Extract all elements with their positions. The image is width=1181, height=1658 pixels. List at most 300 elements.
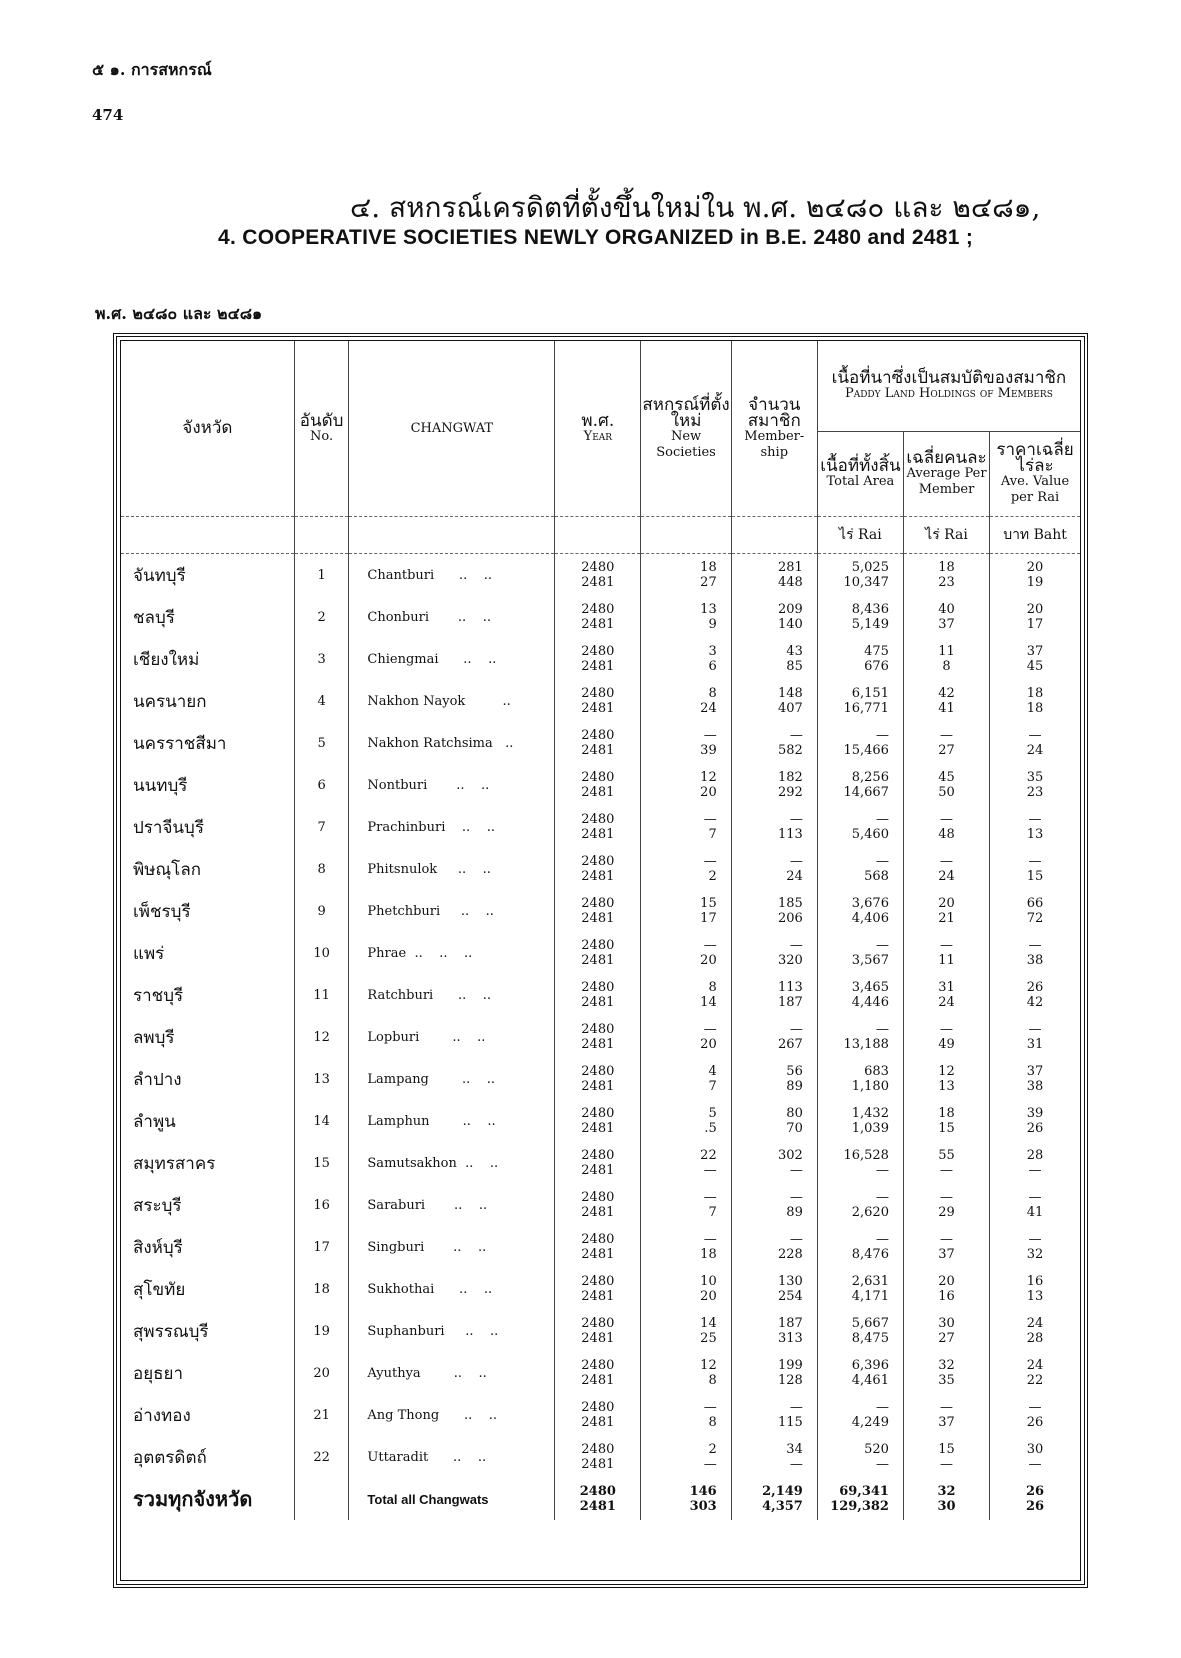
total-row (121, 1478, 1080, 1520)
membership-value: 407 (778, 701, 803, 716)
average-per-member-value: 27 (938, 743, 955, 758)
new-societies-value: 146 (689, 1484, 717, 1499)
row-number: 18 (294, 1268, 349, 1310)
changwat-thai: นครราชสีมา (133, 733, 227, 754)
year (555, 596, 641, 638)
value-per-rai-value: — (1028, 728, 1042, 743)
row-number: 10 (294, 932, 349, 974)
year-value: 2481 (581, 1037, 615, 1052)
new-societies (641, 1142, 731, 1184)
total-area-value: 1,180 (851, 1079, 889, 1094)
membership-value: — (789, 938, 803, 953)
value-per-rai-value: 13 (1026, 827, 1044, 842)
membership (731, 890, 817, 932)
changwat-thai: เพ็ชรบุรี (133, 901, 191, 922)
total-area (817, 596, 903, 638)
membership-value: — (789, 812, 803, 827)
average-per-member-value: — (940, 1022, 954, 1037)
value-per-rai-value: 32 (1026, 1247, 1044, 1262)
value-per-rai (990, 1226, 1080, 1268)
year-value: 2480 (581, 1442, 615, 1457)
section-heading: ๕ ๑. การสหกรณ์ (92, 60, 212, 79)
value-per-rai (990, 1436, 1080, 1478)
new-societies (641, 764, 731, 806)
total-area-value: 5,667 (851, 1316, 889, 1331)
average-per-member (903, 932, 989, 974)
value-per-rai (990, 1142, 1080, 1184)
changwat-name: Nontburi .. .. (349, 764, 555, 806)
page-number: 474 (92, 106, 124, 124)
changwat-thai: ลพบุรี (133, 1027, 175, 1048)
membership-value: 228 (778, 1247, 803, 1262)
table-row (121, 1058, 1080, 1100)
value-per-rai (990, 1058, 1080, 1100)
total-area (817, 554, 903, 597)
membership-value: — (789, 1457, 803, 1472)
table-row (121, 1100, 1080, 1142)
new-societies-value: 7 (708, 827, 717, 842)
table-row (121, 1268, 1080, 1310)
membership-value: 70 (786, 1121, 803, 1136)
row-number: 21 (294, 1394, 349, 1436)
be-years-label: พ.ศ. ๒๔๘๐ และ ๒๔๘๑ (95, 304, 263, 323)
new-societies-value: 7 (708, 1079, 717, 1094)
changwat-thai: นครนายก (133, 691, 207, 712)
col-year: พ.ศ. Year (555, 341, 641, 517)
membership-value: 113 (778, 827, 803, 842)
value-per-rai-value: 19 (1026, 575, 1044, 590)
membership-value: 313 (778, 1331, 803, 1346)
membership-value: — (789, 1232, 803, 1247)
average-per-member (903, 722, 989, 764)
membership (731, 680, 817, 722)
value-per-rai (990, 554, 1080, 597)
changwat-name: Samutsakhon .. .. (349, 1142, 555, 1184)
total-area-value: 5,149 (851, 617, 889, 632)
total-area-value: 4,446 (851, 995, 889, 1010)
membership-value: 130 (778, 1274, 803, 1289)
total-area-value: 3,676 (851, 896, 889, 911)
average-per-member-value: 42 (938, 686, 955, 701)
total-area-value: 4,249 (851, 1415, 889, 1430)
membership (731, 1100, 817, 1142)
value-per-rai (990, 1016, 1080, 1058)
average-per-member (903, 1436, 989, 1478)
average-per-member-value: 37 (938, 1415, 955, 1430)
new-societies-value: 18 (700, 560, 717, 575)
table-row (121, 1184, 1080, 1226)
value-per-rai-value: 24 (1026, 1358, 1044, 1373)
average-per-member (903, 1478, 989, 1520)
value-per-rai (990, 1310, 1080, 1352)
average-per-member-value: 20 (938, 896, 955, 911)
total-area-value: 3,567 (851, 953, 889, 968)
average-per-member-value: — (940, 728, 954, 743)
unit-rai-total: ไร่ Rai (817, 517, 903, 554)
total-area (817, 932, 903, 974)
total-area (817, 680, 903, 722)
year (555, 932, 641, 974)
value-per-rai-value: 37 (1026, 1064, 1044, 1079)
total-area-value: — (875, 1457, 889, 1472)
year-value: 2480 (581, 602, 615, 617)
membership (731, 722, 817, 764)
year-value: 2480 (581, 770, 615, 785)
year-value: 2481 (581, 827, 615, 842)
new-societies-value: 3 (708, 644, 717, 659)
title-english: 4. COOPERATIVE SOCIETIES NEWLY ORGANIZED in B.E. 2480 and 2481 ; (218, 226, 974, 249)
total-area (817, 722, 903, 764)
membership (731, 1352, 817, 1394)
row-number: 22 (294, 1436, 349, 1478)
average-per-member (903, 638, 989, 680)
membership-value: 320 (778, 953, 803, 968)
membership-value: 187 (778, 1316, 803, 1331)
year (555, 1016, 641, 1058)
membership (731, 1058, 817, 1100)
cooperative-table (113, 333, 1088, 1588)
value-per-rai (990, 1184, 1080, 1226)
table-body (121, 554, 1080, 1521)
total-area-value: 6,396 (851, 1358, 889, 1373)
value-per-rai (990, 680, 1080, 722)
table-row (121, 722, 1080, 764)
changwat-name: Nakhon Nayok .. (349, 680, 555, 722)
new-societies-value: 13 (700, 602, 717, 617)
total-area (817, 848, 903, 890)
membership-value: 140 (778, 617, 803, 632)
value-per-rai-value: 37 (1026, 644, 1044, 659)
value-per-rai-value: — (1028, 812, 1042, 827)
total-area (817, 1394, 903, 1436)
membership (731, 1184, 817, 1226)
table-row (121, 848, 1080, 890)
total-area-value: 8,475 (851, 1331, 889, 1346)
value-per-rai-value: 26 (1026, 1415, 1044, 1430)
new-societies-value: 20 (700, 785, 717, 800)
total-area (817, 806, 903, 848)
membership-value: — (789, 854, 803, 869)
changwat-name: Lopburi .. .. (349, 1016, 555, 1058)
year-value: 2480 (581, 560, 615, 575)
average-per-member-value: — (940, 854, 954, 869)
row-number: 6 (294, 764, 349, 806)
changwat-thai: รวมทุกจังหวัด (133, 1487, 253, 1511)
total-area-value: 4,461 (851, 1373, 889, 1388)
membership (731, 974, 817, 1016)
new-societies-value: 12 (700, 1358, 717, 1373)
table-row (121, 1016, 1080, 1058)
year-value: 2481 (581, 575, 615, 590)
year-value: 2480 (581, 1358, 615, 1373)
average-per-member-value: 23 (938, 575, 955, 590)
membership-value: 148 (778, 686, 803, 701)
total-area-value: 6,151 (851, 686, 889, 701)
changwat-name: Suphanburi .. .. (349, 1310, 555, 1352)
membership (731, 764, 817, 806)
membership (731, 848, 817, 890)
year-value: 2480 (581, 980, 615, 995)
value-per-rai-value: 13 (1026, 1289, 1044, 1304)
average-per-member-value: — (940, 1400, 954, 1415)
total-area-value: — (875, 812, 889, 827)
average-per-member (903, 974, 989, 1016)
average-per-member-value: 50 (938, 785, 955, 800)
total-area (817, 1226, 903, 1268)
year (555, 1478, 641, 1520)
average-per-member-value: 15 (938, 1442, 955, 1457)
value-per-rai-value: — (1028, 854, 1042, 869)
new-societies-value: 8 (708, 1415, 717, 1430)
row-number: 19 (294, 1310, 349, 1352)
changwat-name: Lamphun .. .. (349, 1100, 555, 1142)
total-area-value: — (875, 728, 889, 743)
table-row (121, 596, 1080, 638)
new-societies (641, 1352, 731, 1394)
changwat-name: Sukhothai .. .. (349, 1268, 555, 1310)
total-area-value: 14,667 (843, 785, 889, 800)
new-societies (641, 1268, 731, 1310)
new-societies-value: — (703, 812, 717, 827)
new-societies-value: — (703, 854, 717, 869)
total-area-value: — (875, 1232, 889, 1247)
new-societies (641, 1436, 731, 1478)
data-table (121, 341, 1080, 1520)
changwat-name: Chiengmai .. .. (349, 638, 555, 680)
year-value: 2481 (581, 911, 615, 926)
new-societies (641, 638, 731, 680)
membership-value: 267 (778, 1037, 803, 1052)
year (555, 1058, 641, 1100)
changwat-thai: พิษณุโลก (133, 859, 202, 880)
total-area-value: 13,188 (843, 1037, 889, 1052)
total-area-value: 1,039 (851, 1121, 889, 1136)
value-per-rai-value: 45 (1026, 659, 1044, 674)
changwat-thai: แพร่ (133, 943, 165, 964)
membership-value: — (789, 728, 803, 743)
average-per-member (903, 1058, 989, 1100)
value-per-rai-value: 35 (1026, 770, 1044, 785)
year-value: 2481 (581, 701, 615, 716)
new-societies (641, 848, 731, 890)
average-per-member (903, 1016, 989, 1058)
new-societies-value: 303 (689, 1499, 717, 1514)
new-societies (641, 1016, 731, 1058)
total-area-value: 3,465 (851, 980, 889, 995)
average-per-member (903, 848, 989, 890)
membership (731, 1268, 817, 1310)
total-area-value: 5,460 (851, 827, 889, 842)
new-societies-value: — (703, 1457, 717, 1472)
year (555, 1100, 641, 1142)
total-area (817, 1142, 903, 1184)
changwat-name: Singburi .. .. (349, 1226, 555, 1268)
value-per-rai-value: — (1028, 1232, 1042, 1247)
col-changwat-thai: จังหวัด (121, 341, 294, 517)
value-per-rai-value: 16 (1026, 1274, 1044, 1289)
new-societies (641, 890, 731, 932)
total-area (817, 890, 903, 932)
year-value: 2480 (581, 812, 615, 827)
value-per-rai (990, 596, 1080, 638)
total-area (817, 1100, 903, 1142)
new-societies (641, 1310, 731, 1352)
changwat-name: Chonburi .. .. (349, 596, 555, 638)
changwat-name: Saraburi .. .. (349, 1184, 555, 1226)
membership-value: 182 (778, 770, 803, 785)
membership-value: 89 (786, 1079, 803, 1094)
average-per-member-value: 11 (938, 953, 955, 968)
new-societies (641, 932, 731, 974)
value-per-rai-value: 18 (1026, 686, 1044, 701)
value-per-rai (990, 1394, 1080, 1436)
table-row (121, 1352, 1080, 1394)
year-value: 2481 (581, 1331, 615, 1346)
col-no: อันดับ No. (294, 341, 349, 517)
row-number: 13 (294, 1058, 349, 1100)
membership-value: 281 (778, 560, 803, 575)
value-per-rai-value: 26 (1026, 1499, 1045, 1514)
value-per-rai (990, 806, 1080, 848)
changwat-thai: สิงห์บุรี (133, 1237, 183, 1258)
value-per-rai (990, 890, 1080, 932)
average-per-member (903, 1310, 989, 1352)
changwat-thai: ราชบุรี (133, 985, 184, 1006)
value-per-rai-value: — (1028, 1190, 1042, 1205)
year-value: 2481 (581, 1373, 615, 1388)
average-per-member (903, 554, 989, 597)
year (555, 1310, 641, 1352)
average-per-member (903, 806, 989, 848)
new-societies (641, 1100, 731, 1142)
changwat-thai: เชียงใหม่ (133, 649, 200, 670)
changwat-name: Phetchburi .. .. (349, 890, 555, 932)
value-per-rai-value: 24 (1026, 743, 1044, 758)
total-area-value: 8,476 (851, 1247, 889, 1262)
value-per-rai-value: 26 (1026, 1484, 1045, 1499)
row-number: 15 (294, 1142, 349, 1184)
value-per-rai (990, 1268, 1080, 1310)
table-row (121, 554, 1080, 597)
value-per-rai-value: 30 (1026, 1442, 1044, 1457)
year-value: 2480 (581, 1190, 615, 1205)
table-row (121, 1142, 1080, 1184)
year (555, 1268, 641, 1310)
new-societies-value: 5 (708, 1106, 717, 1121)
new-societies-value: 7 (708, 1205, 717, 1220)
new-societies-value: 14 (700, 1316, 717, 1331)
value-per-rai-value: — (1028, 1400, 1042, 1415)
changwat-thai: อยุธยา (133, 1363, 184, 1384)
table-row (121, 932, 1080, 974)
year-value: 2481 (581, 1121, 615, 1136)
new-societies-value: 15 (700, 896, 717, 911)
average-per-member-value: 40 (938, 602, 955, 617)
total-area-value: 568 (864, 869, 889, 884)
new-societies (641, 974, 731, 1016)
unit-rai-average: ไร่ Rai (903, 517, 989, 554)
average-per-member-value: 18 (938, 560, 955, 575)
average-per-member-value: 32 (937, 1484, 956, 1499)
total-area-value: 5,025 (851, 560, 889, 575)
average-per-member-value: 15 (938, 1121, 955, 1136)
changwat-thai: นนทบุรี (133, 775, 188, 796)
changwat-name: Chantburi .. .. (349, 554, 555, 597)
year-value: 2481 (581, 1205, 615, 1220)
year-value: 2480 (581, 1274, 615, 1289)
row-number: 12 (294, 1016, 349, 1058)
average-per-member-value: 31 (938, 980, 955, 995)
membership-value: 448 (778, 575, 803, 590)
new-societies-value: — (703, 1232, 717, 1247)
average-per-member-value: 41 (938, 701, 955, 716)
table-row (121, 1310, 1080, 1352)
average-per-member (903, 680, 989, 722)
changwat-name: Total all Changwats (349, 1478, 555, 1520)
table-row (121, 806, 1080, 848)
new-societies-value: 8 (708, 1373, 717, 1388)
membership-value: 187 (778, 995, 803, 1010)
new-societies-value: — (703, 728, 717, 743)
average-per-member-value: 18 (938, 1106, 955, 1121)
new-societies (641, 1226, 731, 1268)
year-value: 2481 (581, 743, 615, 758)
changwat-thai: ชลบุรี (133, 607, 175, 628)
membership (731, 932, 817, 974)
membership (731, 1436, 817, 1478)
new-societies-value: 8 (708, 686, 717, 701)
new-societies (641, 1394, 731, 1436)
year-value: 2481 (581, 1247, 615, 1262)
col-membership: จำนวนสมาชิก Member-ship (731, 341, 817, 517)
average-per-member-value: 20 (938, 1274, 955, 1289)
year-value: 2480 (581, 896, 615, 911)
total-area-value: — (875, 854, 889, 869)
average-per-member-value: — (940, 938, 954, 953)
membership (731, 1142, 817, 1184)
value-per-rai-value: 18 (1026, 701, 1044, 716)
average-per-member-value: 48 (938, 827, 955, 842)
new-societies (641, 596, 731, 638)
value-per-rai-value: 42 (1026, 995, 1044, 1010)
average-per-member (903, 1142, 989, 1184)
year-value: 2480 (581, 728, 615, 743)
row-number: 8 (294, 848, 349, 890)
year (555, 974, 641, 1016)
new-societies-value: 6 (708, 659, 717, 674)
row-number: 5 (294, 722, 349, 764)
average-per-member-value: — (940, 1163, 954, 1178)
value-per-rai (990, 932, 1080, 974)
value-per-rai-value: — (1028, 1457, 1042, 1472)
table-row (121, 890, 1080, 932)
value-per-rai-value: 20 (1026, 560, 1044, 575)
new-societies-value: 22 (700, 1148, 717, 1163)
total-area-value: — (875, 938, 889, 953)
new-societies (641, 1058, 731, 1100)
new-societies-value: 10 (700, 1274, 717, 1289)
row-number: 4 (294, 680, 349, 722)
year-value: 2480 (579, 1484, 616, 1499)
new-societies-value: 17 (700, 911, 717, 926)
year-value: 2480 (581, 1064, 615, 1079)
total-area (817, 1058, 903, 1100)
average-per-member-value: 11 (938, 644, 955, 659)
membership-value: — (789, 1022, 803, 1037)
membership-value: 254 (778, 1289, 803, 1304)
year-value: 2481 (581, 1163, 615, 1178)
total-area (817, 974, 903, 1016)
